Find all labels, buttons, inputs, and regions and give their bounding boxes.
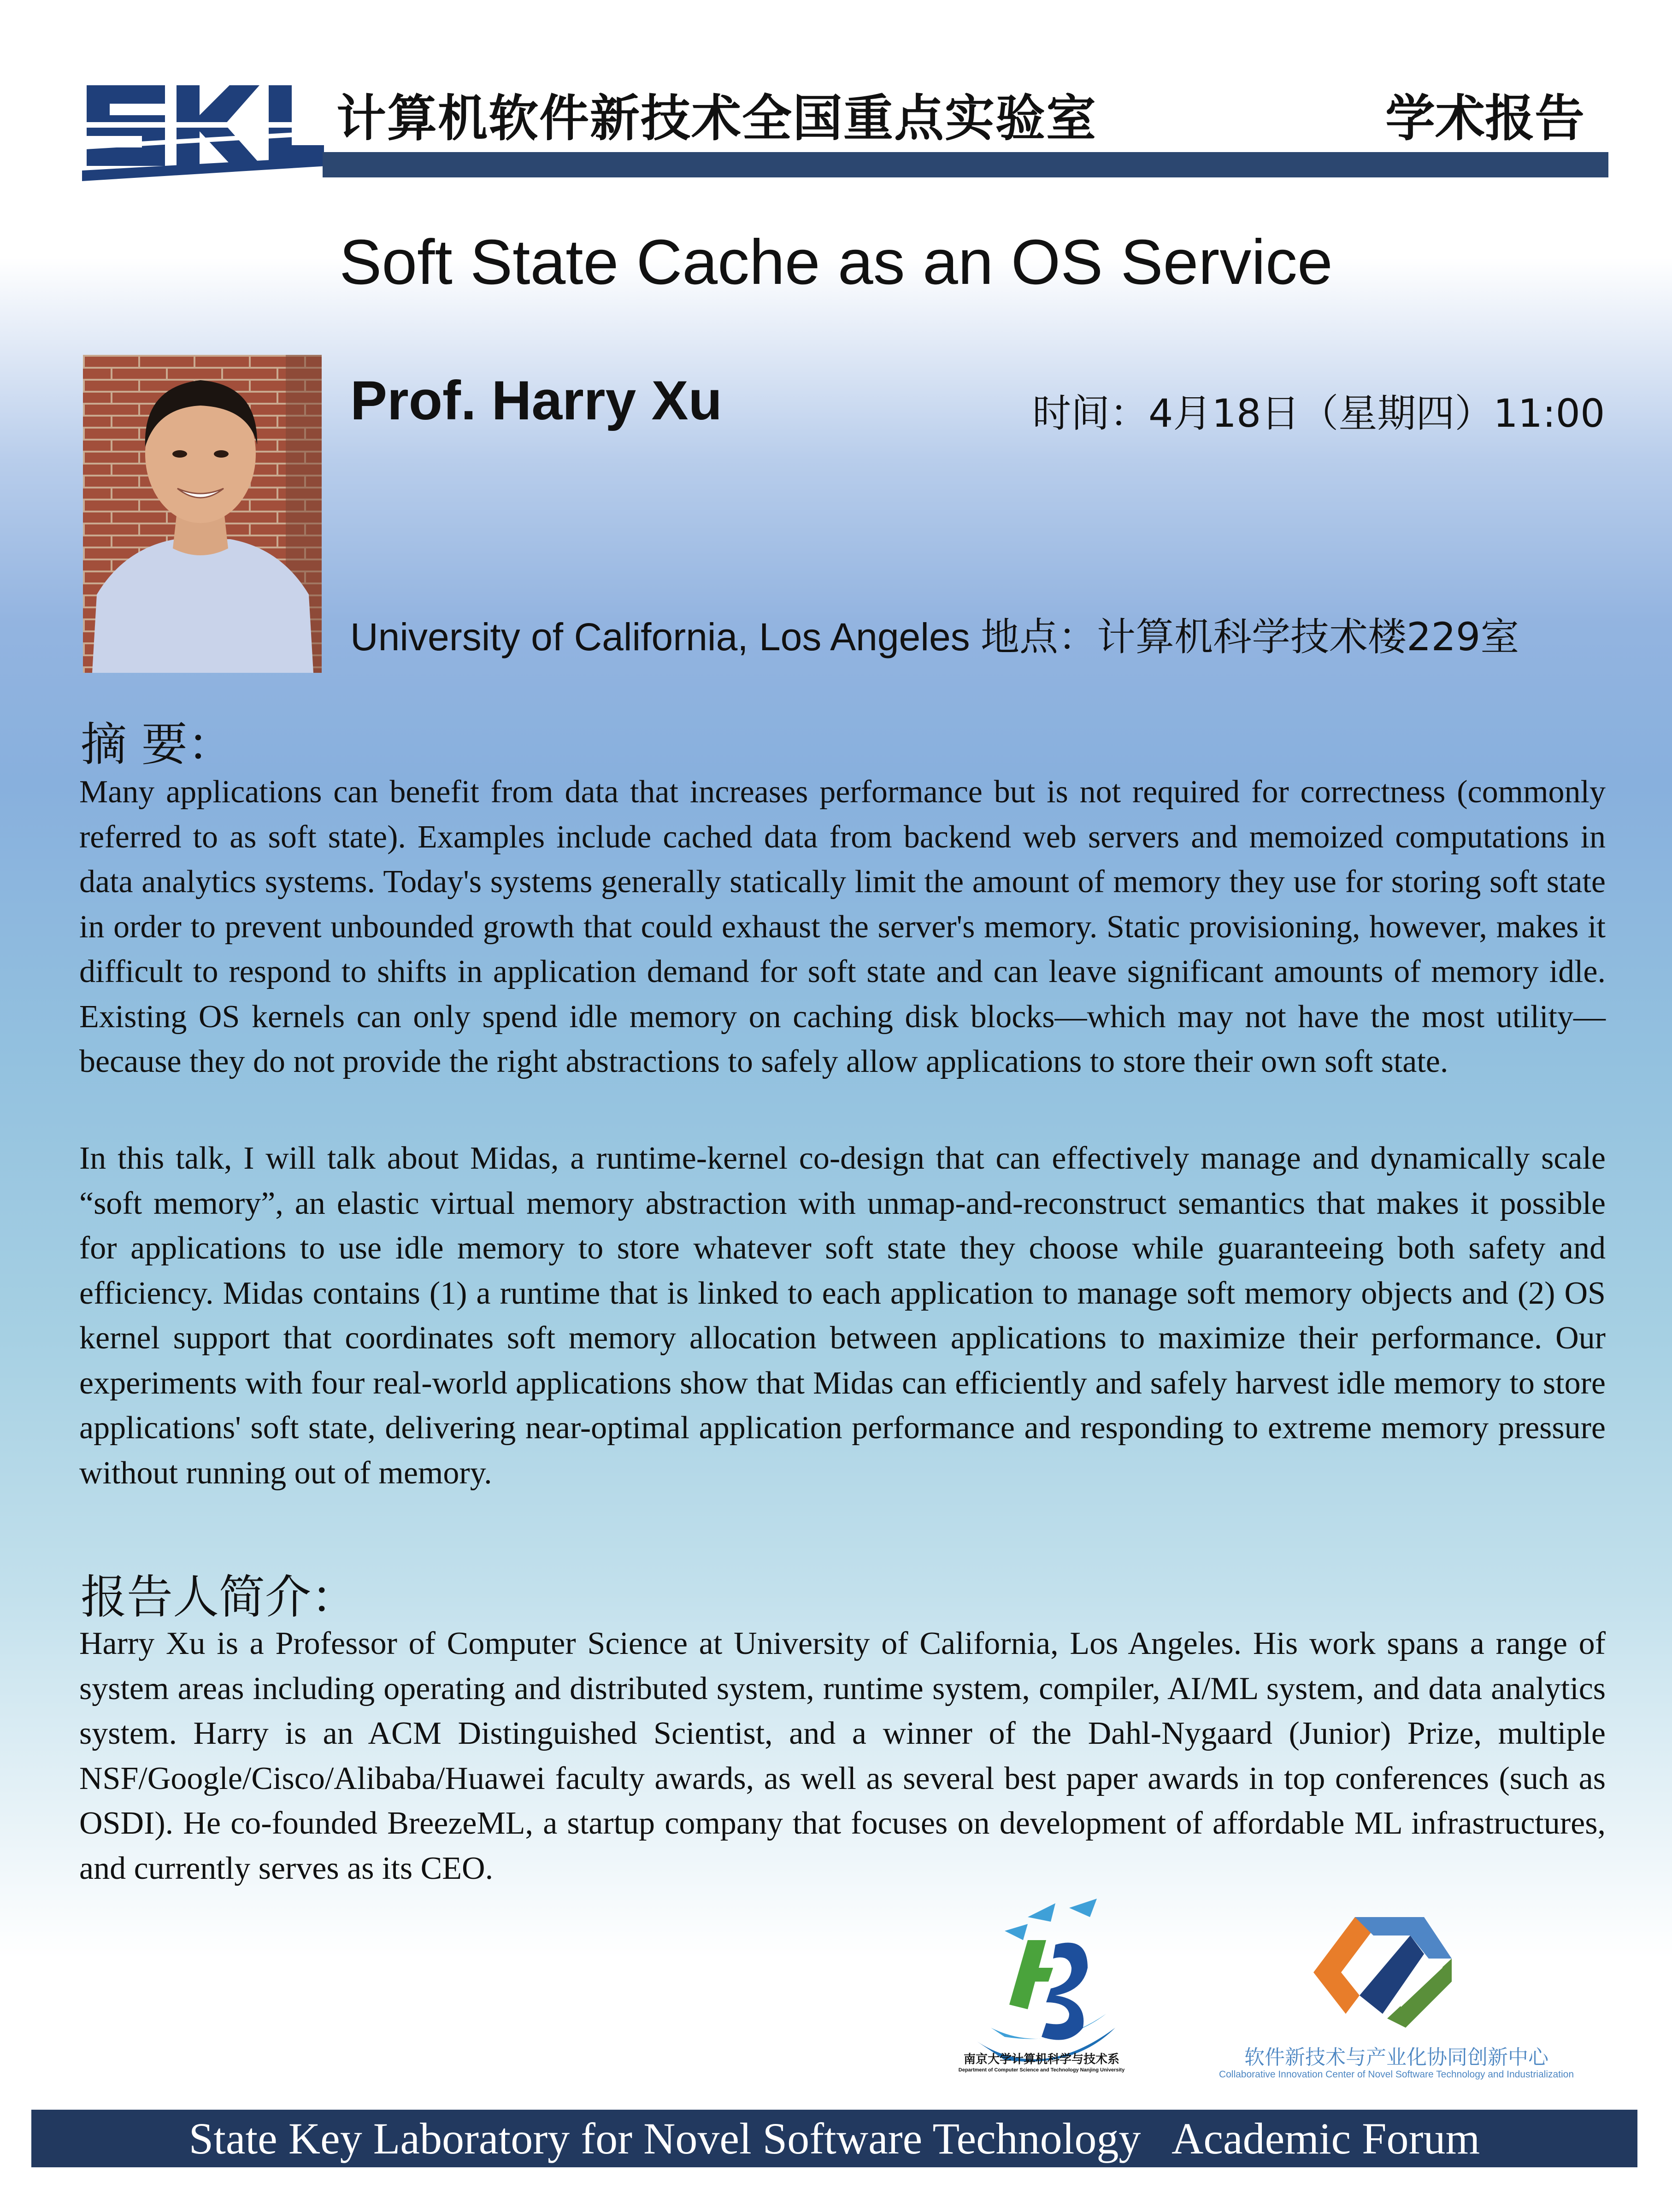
talk-location: 地点：计算机科学技术楼229室 xyxy=(981,614,1519,659)
skl-logo xyxy=(77,76,329,184)
talk-title: Soft State Cache as an OS Service xyxy=(339,227,1333,298)
lab-name: 计算机软件新技术全国重点实验室 xyxy=(336,90,1097,147)
speaker-name: Prof. Harry Xu xyxy=(350,370,722,431)
speaker-affiliation-line xyxy=(350,606,1519,662)
abstract-paragraph-1: Many applications can benefit from data that increases performance but is not required for correctness (commonly referred to as soft state). Examples include cached data from backend web servers and memoized computations in data analytics systems. Today's systems generally statically limit the amount of memory they use for storing soft state in order to prevent unbounded growth that could exhaust the server's memory. Static provisioning, however, makes it difficult to respond to shifts in application demand for soft state and can leave significant amounts of memory idle. Existing OS kernels can only spend idle memory on caching disk blocks—which may not have the most utility—because they do not provide the right abstractions to safely allow applications to store their own soft state. xyxy=(79,774,1606,1079)
speaker-photo xyxy=(83,355,322,673)
abstract-heading: 摘 要： xyxy=(81,718,234,771)
cs-department-name-cn: 南京大学计算机科学与技术系 xyxy=(963,2053,1119,2066)
bio-paragraph: Harry Xu is a Professor of Computer Science at University of California, Los Angeles. His work spans a range of system areas including operating and distributed system, runtime system, compiler, AI/ML system, and data analytics system. Harry is an ACM Distinguished Scientist, and a winner of the Dahl-Nygaard (Junior) Prize, multiple NSF/Google/Cisco/Alibaba/Huawei faculty awards, as well as several best paper awards in top conferences (such as OSDI). He co-founded BreezeML, a startup company that focuses on development of affordable ML infrastructures, and currently serves as its CEO. xyxy=(79,1626,1606,1886)
bio-heading: 报告人简介： xyxy=(81,1570,357,1624)
abstract-paragraph-2: In this talk, I will talk about Midas, a runtime-kernel co-design that can effectively manage and dynamically scale “soft memory”, an elastic virtual memory abstraction with unmap-and-reconstruct semantics that makes it possible for applications to use idle memory to store whatever soft state they choose while guaranteeing both safety and efficiency. Midas contains (1) a runtime that is linked to each application to manage soft memory objects and (2) OS kernel support that coordinates soft memory allocation between applications to maximize their performance. Our experiments with four real-world applications show that Midas can efficiently and safely harvest idle memory to store applications' soft state, delivering near-optimal application performance and responding to extreme memory pressure without running out of memory. xyxy=(79,1141,1606,1491)
cs-department-name-en: Department of Computer Science and Technology Nanjing University xyxy=(958,2067,1125,2073)
footer-text: State Key Laboratory for Novel Software Technology Academic Forum xyxy=(188,2114,1480,2163)
header-divider xyxy=(323,152,1608,177)
innovation-center-name-en: Collaborative Innovation Center of Novel Software Technology and Industrialization xyxy=(1219,2069,1574,2080)
innovation-center-name-cn: 软件新技术与产业化协同创新中心 xyxy=(1244,2046,1548,2069)
talk-time: 时间：4月18日（星期四）11:00 xyxy=(1032,391,1605,436)
footer-bar xyxy=(31,2110,1637,2167)
innovation-center-logo xyxy=(1304,1899,1461,2037)
speaker-affiliation: University of California, Los Angeles xyxy=(350,615,970,659)
report-label: 学术报告 xyxy=(1385,90,1584,147)
